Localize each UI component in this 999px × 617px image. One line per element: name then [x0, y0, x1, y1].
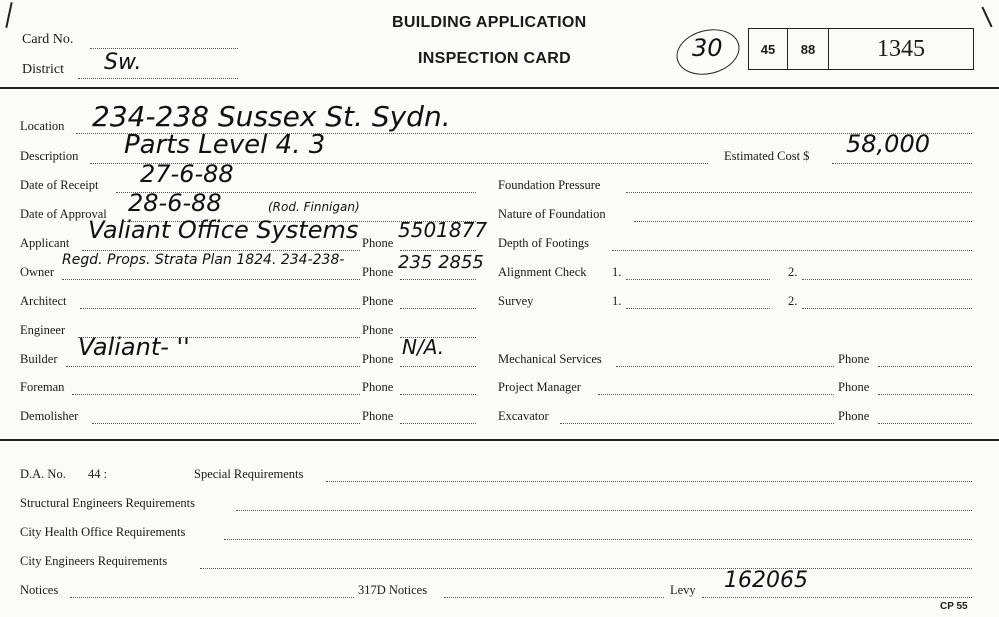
district-line — [78, 78, 238, 79]
form-code: CP 55 — [940, 601, 968, 612]
foreman-label: Foreman — [20, 380, 65, 394]
date-approval-note: (Rod. Finnigan) — [268, 200, 360, 214]
demolisher-line — [92, 423, 360, 424]
engineer-label: Engineer — [20, 323, 66, 337]
foreman-phone-label: Phone — [362, 380, 394, 394]
applicant-phone-label: Phone — [362, 236, 394, 250]
special-req-label: Special Requirements — [194, 467, 304, 481]
demolisher-phone-line — [400, 423, 476, 424]
owner-phone-line — [400, 279, 476, 280]
notices-line — [70, 597, 354, 598]
owner-label: Owner — [20, 265, 55, 279]
corner-tick-right — [981, 7, 992, 28]
applicant-phone-value: 5501877 — [398, 218, 488, 242]
section-divider — [0, 439, 999, 441]
levy-label: Levy — [670, 583, 696, 597]
applicant-line — [82, 250, 360, 251]
description-value: Parts Level 4. 3 — [124, 130, 326, 160]
owner-phone-value: 235 2855 — [398, 252, 484, 273]
demolisher-label: Demolisher — [20, 409, 79, 423]
architect-phone-line — [400, 308, 476, 309]
applicant-phone-line — [400, 250, 476, 251]
card-box-1: 45 — [748, 28, 788, 70]
excavator-line — [560, 423, 834, 424]
date-receipt-value: 27-6-88 — [140, 160, 234, 188]
architect-phone-label: Phone — [362, 294, 394, 308]
depth-footings-label: Depth of Footings — [498, 236, 589, 250]
survey-num-2: 2. — [788, 294, 798, 308]
date-approval-value: 28-6-88 — [128, 189, 222, 217]
title-line1: BUILDING APPLICATION — [392, 14, 587, 31]
survey-line-1 — [626, 308, 770, 309]
location-value: 234-238 Sussex St. Sydn. — [92, 100, 451, 133]
mechanical-line — [616, 366, 834, 367]
card-number-box: 1345 — [828, 28, 974, 70]
mechanical-phone-label: Phone — [838, 352, 870, 366]
foreman-phone-line — [400, 394, 476, 395]
engineer-phone-label: Phone — [362, 323, 394, 337]
owner-value: Regd. Props. Strata Plan 1824. 234-238- — [62, 252, 345, 268]
special-req-line — [326, 481, 972, 482]
date-approval-label: Date of Approval — [20, 207, 107, 221]
builder-phone-line — [400, 366, 476, 367]
builder-phone-label: Phone — [362, 352, 394, 366]
alignment-line-2 — [802, 279, 972, 280]
health-req-line — [224, 539, 972, 540]
foundation-pressure-label: Foundation Pressure — [498, 178, 601, 192]
applicant-label: Applicant — [20, 236, 70, 250]
health-req-label: City Health Office Requirements — [20, 525, 186, 539]
estimated-cost-label: Estimated Cost $ — [724, 149, 810, 163]
location-label: Location — [20, 119, 65, 133]
alignment-num-1: 1. — [612, 265, 622, 279]
mechanical-phone-line — [878, 366, 972, 367]
builder-line — [66, 366, 360, 367]
notices-317d-label: 317D Notices — [358, 583, 428, 597]
project-manager-line — [598, 394, 834, 395]
builder-label: Builder — [20, 352, 58, 366]
applicant-value: Valiant Office Systems — [88, 216, 359, 244]
district-value: Sw. — [104, 50, 142, 75]
district-label: District — [22, 62, 64, 77]
builder-value: Valiant- '' — [78, 333, 190, 361]
survey-num-1: 1. — [612, 294, 622, 308]
levy-line — [702, 597, 972, 598]
estimated-cost-line — [832, 163, 972, 164]
nature-foundation-line — [634, 221, 972, 222]
estimated-cost-value: 58,000 — [846, 130, 930, 158]
title-line2: INSPECTION CARD — [418, 50, 571, 67]
excavator-phone-line — [878, 423, 972, 424]
notices-317d-line — [444, 597, 664, 598]
alignment-check-label: Alignment Check — [498, 265, 587, 279]
architect-label: Architect — [20, 294, 67, 308]
card-no-line — [90, 48, 238, 49]
date-receipt-label: Date of Receipt — [20, 178, 99, 192]
da-no-value: 44 : — [88, 467, 108, 481]
card-no-label: Card No. — [22, 32, 74, 47]
card-box-2: 88 — [787, 28, 829, 70]
city-eng-req-line — [200, 568, 972, 569]
foundation-pressure-line — [626, 192, 972, 193]
nature-foundation-label: Nature of Foundation — [498, 207, 606, 221]
survey-label: Survey — [498, 294, 534, 308]
project-manager-phone-line — [878, 394, 972, 395]
description-label: Description — [20, 149, 79, 163]
city-eng-req-label: City Engineers Requirements — [20, 554, 168, 568]
header-divider — [0, 87, 999, 89]
da-no-label: D.A. No. — [20, 467, 66, 481]
levy-value: 162065 — [724, 568, 808, 593]
builder-phone-value: N/A. — [402, 335, 445, 359]
mechanical-label: Mechanical Services — [498, 352, 602, 366]
owner-phone-label: Phone — [362, 265, 394, 279]
project-manager-label: Project Manager — [498, 380, 581, 394]
circled-mark-value: 30 — [692, 34, 723, 62]
notices-label: Notices — [20, 583, 59, 597]
alignment-line-1 — [626, 279, 770, 280]
demolisher-phone-label: Phone — [362, 409, 394, 423]
depth-footings-line — [612, 250, 972, 251]
corner-tick-left — [5, 2, 12, 28]
structural-req-line — [236, 510, 972, 511]
owner-line — [62, 279, 360, 280]
architect-line — [80, 308, 360, 309]
survey-line-2 — [802, 308, 972, 309]
excavator-phone-label: Phone — [838, 409, 870, 423]
structural-req-label: Structural Engineers Requirements — [20, 496, 195, 510]
alignment-num-2: 2. — [788, 265, 798, 279]
excavator-label: Excavator — [498, 409, 549, 423]
project-manager-phone-label: Phone — [838, 380, 870, 394]
foreman-line — [72, 394, 360, 395]
